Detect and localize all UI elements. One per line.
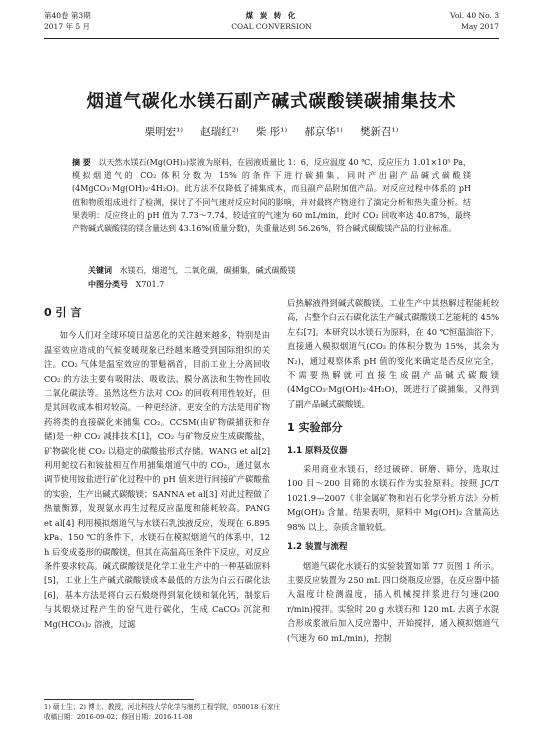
abstract-label: 摘 要	[72, 158, 91, 167]
paper-title: 烟道气碳化水镁石副产碱式碳酸镁碳捕集技术	[86, 92, 457, 112]
footnote-author: 1) 硕士生；2) 博士、教授，河北科技大学化学与制药工程学院，050018 石家庄	[44, 703, 281, 711]
body-paragraph: 烟道气碳化水镁石的实验装置如第 77 页图 1 所示。主要反应装置为 250 mL 四口烧瓶反应器，在反应器中插入温度计检测温度，插入机械搅拌浆进行匀速(200 r/min)搅拌。实验时 20 g 水镁石和 120 mL 去离子水混合形成浆液后加入反应器中，开始搅拌，通入模拟烟道气(气速为 60 mL/min)，控制	[287, 560, 499, 643]
footnotes	[44, 699, 499, 722]
issue-info: 第40卷 第3期 2017 年 5 月	[44, 11, 91, 31]
journal-header	[44, 4, 499, 44]
author: 郝京华¹⁾	[304, 126, 343, 138]
header-rule	[44, 38, 499, 39]
body-paragraph: 采用商业水镁石，经过破碎、研磨、筛分，选取过 100 目～200 目筛的水镁石作为实验原料。按照 JC/T 1021.9—2007《非金属矿物和岩石化学分析方法》分析 Mg(OH)₂ 含量。结果表明，原料中 Mg(OH)₂ 含量高达 98% 以上，杂质含量较低。	[287, 464, 499, 532]
author: 赵瑞红²⁾	[200, 126, 239, 138]
keywords-text: 水镁石，烟道气，二氧化碳，碳捕集，碱式碳酸镁	[119, 266, 296, 275]
keywords	[88, 265, 296, 276]
author: 樊新召¹⁾	[360, 126, 399, 138]
journal-name: 煤 炭 转 化 COAL CONVERSION	[231, 11, 312, 31]
right-column	[287, 296, 499, 645]
subsection-heading: 1.1 原料及仪器	[287, 445, 348, 456]
volume-info: Vol. 40 No. 3 May 2017	[450, 11, 499, 31]
keywords-label: 关键词	[88, 265, 112, 275]
left-column	[44, 302, 270, 631]
abstract-text: 以天然水镁石(Mg(OH)₂)浆液为原料，在固液质量比 1：6，反应温度 40 ℃，反应压力 1.01×10⁵ Pa，模拟烟道气的 CO₂ 体积分数为 15% 的条件下进行碳捕集，同时产出副产品碱式碳酸镁(4MgCO₃·Mg(OH)₂·4H₂O)。此方法不仅降低了捕集成本，而且副产品附加值产品。对反应过程中体系的 pH 值和物质组成进行了检测，探讨了不同气速对反应时间的影响，并对最终产物进行了滴定分析和热失重分析。结果表明：反应终止的 pH 值为 7.73～7.74，较适宜的气速为 60 mL/min，此时 CO₂ 回收率达 40.87%，最终产物碱式碳酸镁的镁含量达到 43.16%(质量分数)，失重量达到 56.26%，符合碱式碳酸镁产品的行业标准。	[72, 158, 471, 234]
clc-value: X701.7	[135, 280, 165, 289]
body-paragraph: 如今人们对全球环境日益恶化的关注越来越多，特别是由温室效应造成的气候变暖现象已经越来越受到国际组织的关注。CO₂ 气体是温室效应的罪魁祸首，目前工业上分离回收 CO₂ 的方法主要有吸附法、吸收法、膜分离法和生物性回收二氧化碳法等。虽然这些方法对 CO₂ 的回收利用性较好，但是其回收成本相对较高。一种更经济、更安全的方法是用矿物药将类的直接碳化来捕集 CO₂。CCSM(由矿物碳捕获和存储)是一种 CO₂ 减排技术[1]，CO₂ 与矿物反应生成碳酸盐，矿物碳化使 CO₂ 以稳定的碳酸盐形式存储。WANG et al[2] 利用蛇纹石和铵盐相互作用捕集烟道气中的 CO₂，通过氨水调节使用铵盐进行矿化过程中的 pH 值来进行间接矿产碳酸盐的实验，生产出碱式碳酸镁；SANNA et al[3] 对此过程做了热量衡算，发现氨水再生过程反应温度和能耗较高。PANG et al[4] 利用模拟烟道气与水镁石乳浊液反应，发现在 6.895 kPa、150 ℃的条件下，水镁石在模拟烟道气的体系中，12 h 后变成菱形的碳酸镁，但其在高温高压条件下反应，对反应条件要求较高。碱式碳酸镁是化学工业生产中的一种基础原料[5]，工业上生产碱式碳酸镁成本最低的方法为白云石碳化法[6]，基本方法是将白云石煅烧得到氧化镁和氧化钙，制浆后与其煅烧过程产生的窑气进行碳化，生成 CaCO₃ 沉淀和 Mg(HCO₃)₂ 溶液，过滤	[44, 330, 270, 629]
section-heading: 1 实验部分	[287, 421, 343, 435]
abstract	[72, 156, 471, 235]
body-paragraph: 后热解液得到碱式碳酸镁。工业生产中其热解过程能耗较高，占整个白云石碳化法生产碱式碳酸镁工艺能耗的 45% 左右[7]。本研究以水镁石为原料，在 40 ℃恒温油浴下，直接通入模拟烟道气(CO₂ 的体积分数为 15%，其余为 N₂)，通过观察体系 pH 值的变化来确定是否反应完全，不需要热解就可直接生成副产品碱式碳酸镁(4MgCO₃·Mg(OH)₂·4H₂O)，既进行了碳捕集，又得到了副产品碱式碳酸镁。	[287, 298, 499, 409]
author: 柴 彤¹⁾	[255, 126, 288, 138]
section-heading: 0 引 言	[44, 306, 82, 319]
footnote-rule	[44, 699, 194, 700]
subsection-heading: 1.2 装置与流程	[287, 542, 348, 553]
clc-label: 中图分类号	[88, 279, 128, 289]
footnote-dates: 收稿日期：2016-09-02；修回日期：2016-11-08	[44, 713, 193, 721]
author: 栗明宏¹⁾	[144, 126, 183, 138]
clc-number	[88, 279, 164, 290]
author-list	[0, 124, 543, 139]
